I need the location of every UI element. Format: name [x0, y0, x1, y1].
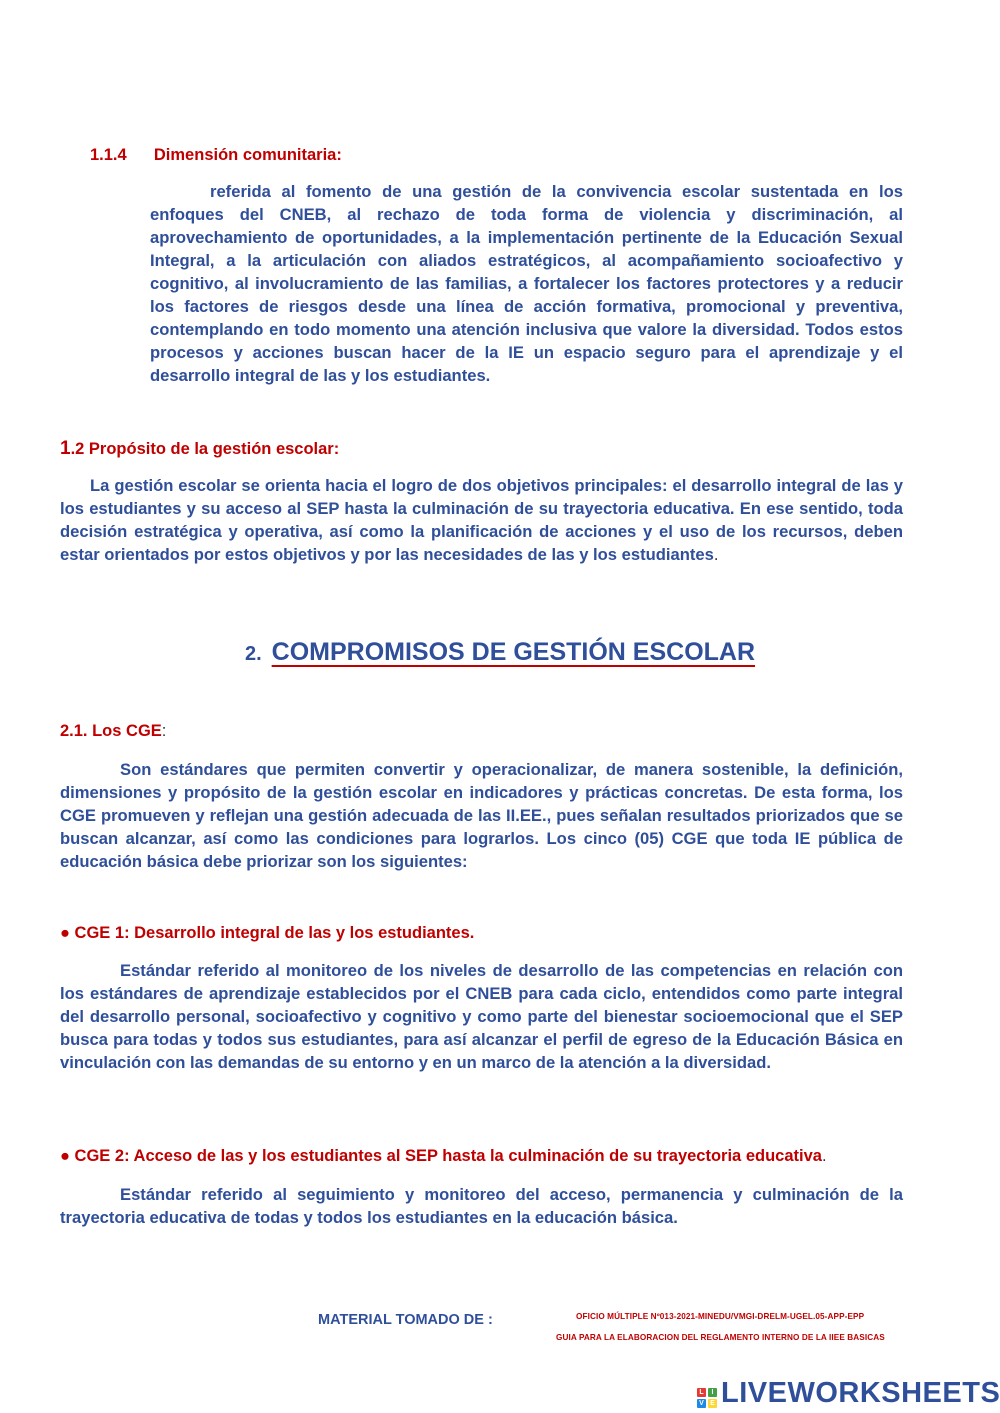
cge2-title-end: .: [821, 1147, 827, 1165]
logo-icon-cell: I: [708, 1388, 717, 1397]
section-2-1-body: Son estándares que permiten convertir y operacionalizar, de manera sostenible, la definición, dimensiones y propósito de la gestión escolar en indicadores y prácticas concretas. De esta forma, los CGE promueven y reflejan una gestión adecuada de las II.EE., pues señalan resultados priorizados que se buscan alcanzar, así como las condiciones para lograrlos. Los cinco (05) CGE que toda IE pública de educación básica debe priorizar son los siguientes:: [60, 760, 903, 871]
body-text: La gestión escolar se orienta hacia el logro de dos objetivos principales: el desarrollo integral de las y los estudiantes y su acceso al SEP hasta la culminación de su trayectoria educativa. En ese sentido, toda decisión estratégica y operativa, así como la planificación de acciones y el uso de los recursos, deben estar orientados por estos objetivos y por las necesidades de las y los estudiantes: [60, 476, 903, 564]
section-title-end: :: [161, 722, 167, 740]
logo-icon-cell: L: [697, 1388, 706, 1397]
section-1-1-4-heading: [90, 146, 342, 165]
logo-text: LIVEWORKSHEETS: [721, 1377, 1000, 1409]
cge1-heading: ● CGE 1: Desarrollo integral de las y los estudiantes.: [60, 924, 475, 942]
section-title: COMPROMISOS DE GESTIÓN ESCOLAR: [271, 638, 756, 666]
liveworksheets-logo-icon: [697, 1388, 717, 1408]
cge2-body: Estándar referido al seguimiento y monitoreo del acceso, permanencia y culminación de la trayectoria educativa de todas y todos los estudiantes en la educación básica.: [60, 1185, 903, 1227]
liveworksheets-logo: [697, 1377, 1000, 1410]
section-number: 2.: [244, 643, 262, 665]
cge1-body: Estándar referido al monitoreo de los niveles de desarrollo de las competencias en relación con los estándares de aprendizaje establecidos por el CNEB para cada ciclo, entendidos como parte integral del desarrollo personal, socioafectivo y cognitivo y como parte del bienestar socioemocional que el SEP busca para todas y todos sus estudiantes, para así alcanzar el perfil de egreso de la Educación Básica en vinculación con las demandas de su entorno y en un marco de la atención a la diversidad.: [60, 961, 903, 1072]
section-title: 2.1. Los CGE: [60, 722, 162, 740]
logo-icon-cell: V: [697, 1399, 706, 1408]
section-number: 1.1.4: [90, 146, 127, 164]
section-1-1-4-body: referida al fomento de una gestión de la convivencia escolar sustentada en los enfoques del CNEB, al rechazo de toda forma de violencia y discriminación, al aprovechamiento de oportunidades, a la implementación pertinente de la Educación Sexual Integral, a la articulación con aliados estratégicos, al acompañamiento socioafectivo y cognitivo, al involucramiento de las familias, a fortalecer los factores protectores y a reducir los factores de riesgos desde una línea de acción formativa, promocional y preventiva, contemplando en todo momento una atención inclusiva que valore la diversidad. Todos estos procesos y acciones buscan hacer de la IE un espacio seguro para el aprendizaje y el desarrollo integral de las y los estudiantes.: [150, 182, 903, 385]
section-1-2-heading: [60, 438, 339, 460]
section-title: .2 Propósito de la gestión escolar:: [70, 440, 340, 458]
body-end: .: [713, 545, 719, 564]
footer-source-line2: GUIA PARA LA ELABORACION DEL REGLAMENTO INTERNO DE LA IIEE BASICAS: [556, 1333, 885, 1342]
cge2-title: ● CGE 2: Acceso de las y los estudiantes al SEP hasta la culminación de su trayectoria educativa: [60, 1147, 822, 1165]
footer-label: MATERIAL TOMADO DE :: [318, 1312, 493, 1328]
footer-source-line1: OFICIO MÚLTIPLE Nº013-2021-MINEDU/VMGI-DRELM-UGEL.05-APP-EPP: [576, 1312, 865, 1321]
section-1-2-body: [60, 474, 903, 566]
section-title: Dimensión comunitaria:: [153, 146, 342, 164]
logo-icon-cell: E: [708, 1399, 717, 1408]
section-2-1-heading: [60, 722, 166, 741]
section-number: 1: [60, 438, 71, 459]
cge2-heading: [60, 1147, 827, 1166]
section-2-title: [0, 638, 1000, 667]
